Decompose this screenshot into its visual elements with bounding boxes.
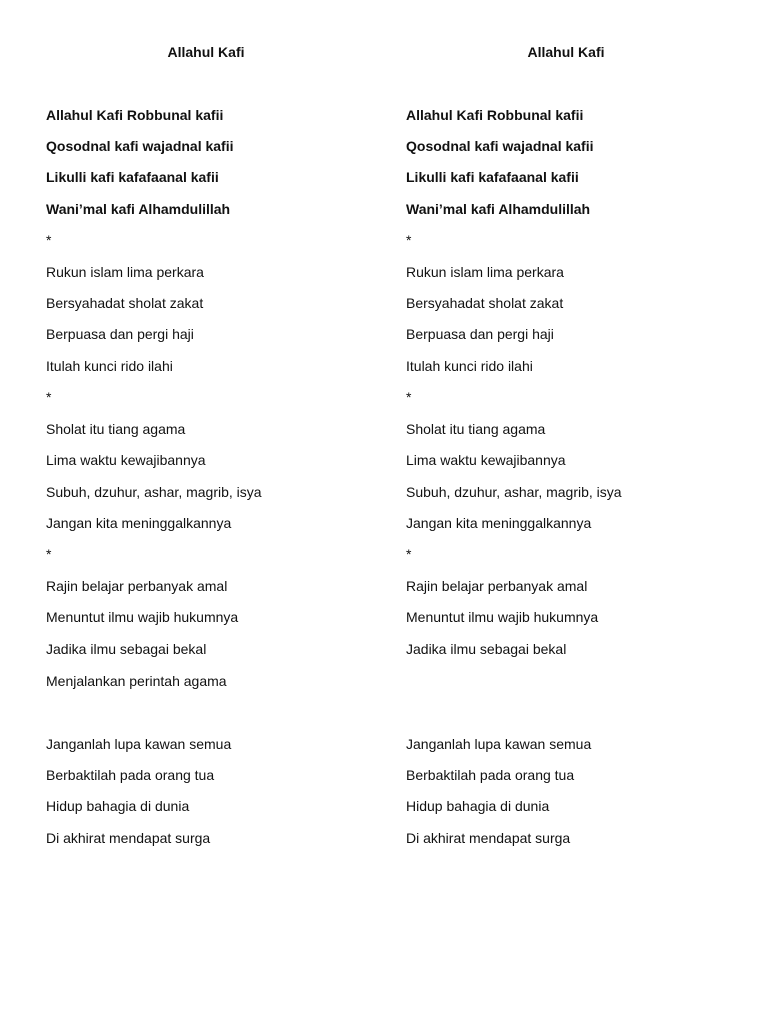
right-separator-3: * xyxy=(406,546,412,562)
right-line-3: Likulli kafi kafafaanal kafii xyxy=(406,169,579,185)
right-line-2: Qosodnal kafi wajadnal kafii xyxy=(406,138,594,154)
left-line-4: Wani’mal kafi Alhamdulillah xyxy=(46,201,231,217)
right-line-16: Janganlah lupa kawan semua xyxy=(406,736,592,752)
left-separator-2: * xyxy=(46,389,52,405)
left-line-10: Lima waktu kewajibannya xyxy=(46,452,206,468)
left-line-3: Likulli kafi kafafaanal kafii xyxy=(46,169,219,185)
right-line-7: Berpuasa dan pergi haji xyxy=(406,326,554,342)
right-line-1: Allahul Kafi Robbunal kafii xyxy=(406,107,584,123)
right-line-9: Sholat itu tiang agama xyxy=(406,421,546,437)
left-line-15: Jadika ilmu sebagai bekal xyxy=(46,641,207,657)
right-line-12: Jangan kita meninggalkannya xyxy=(406,515,592,531)
left-line-18: Berbaktilah pada orang tua xyxy=(46,767,215,783)
right-line-14: Menuntut ilmu wajib hukumnya xyxy=(406,609,599,625)
left-line-2: Qosodnal kafi wajadnal kafii xyxy=(46,138,234,154)
right-line-8: Itulah kunci rido ilahi xyxy=(406,358,533,374)
right-title: Allahul Kafi xyxy=(527,44,605,60)
left-line-7: Berpuasa dan pergi haji xyxy=(46,326,194,342)
left-line-1: Allahul Kafi Robbunal kafii xyxy=(46,107,224,123)
right-line-15: Jadika ilmu sebagai bekal xyxy=(406,641,567,657)
right-line-4: Wani’mal kafi Alhamdulillah xyxy=(406,201,591,217)
right-separator-2: * xyxy=(406,389,412,405)
right-line-6: Bersyahadat sholat zakat xyxy=(406,295,564,311)
left-line-5: Rukun islam lima perkara xyxy=(46,264,204,280)
right-line-17: Berbaktilah pada orang tua xyxy=(406,767,575,783)
left-line-20: Di akhirat mendapat surga xyxy=(46,830,211,846)
right-line-11: Subuh, dzuhur, ashar, magrib, isya xyxy=(406,484,622,500)
left-line-6: Bersyahadat sholat zakat xyxy=(46,295,204,311)
left-line-16: Menjalankan perintah agama xyxy=(46,673,227,689)
right-line-10: Lima waktu kewajibannya xyxy=(406,452,566,468)
left-separator-1: * xyxy=(46,232,52,248)
left-separator-3: * xyxy=(46,546,52,562)
left-title: Allahul Kafi xyxy=(167,44,245,60)
left-line-13: Rajin belajar perbanyak amal xyxy=(46,578,228,594)
left-line-8: Itulah kunci rido ilahi xyxy=(46,358,173,374)
left-line-12: Jangan kita meninggalkannya xyxy=(46,515,232,531)
left-line-19: Hidup bahagia di dunia xyxy=(46,798,190,814)
left-line-14: Menuntut ilmu wajib hukumnya xyxy=(46,609,239,625)
right-line-19: Di akhirat mendapat surga xyxy=(406,830,571,846)
left-line-17: Janganlah lupa kawan semua xyxy=(46,736,232,752)
right-line-13: Rajin belajar perbanyak amal xyxy=(406,578,588,594)
right-separator-1: * xyxy=(406,232,412,248)
left-line-9: Sholat itu tiang agama xyxy=(46,421,186,437)
right-line-18: Hidup bahagia di dunia xyxy=(406,798,550,814)
left-line-11: Subuh, dzuhur, ashar, magrib, isya xyxy=(46,484,262,500)
right-line-5: Rukun islam lima perkara xyxy=(406,264,564,280)
